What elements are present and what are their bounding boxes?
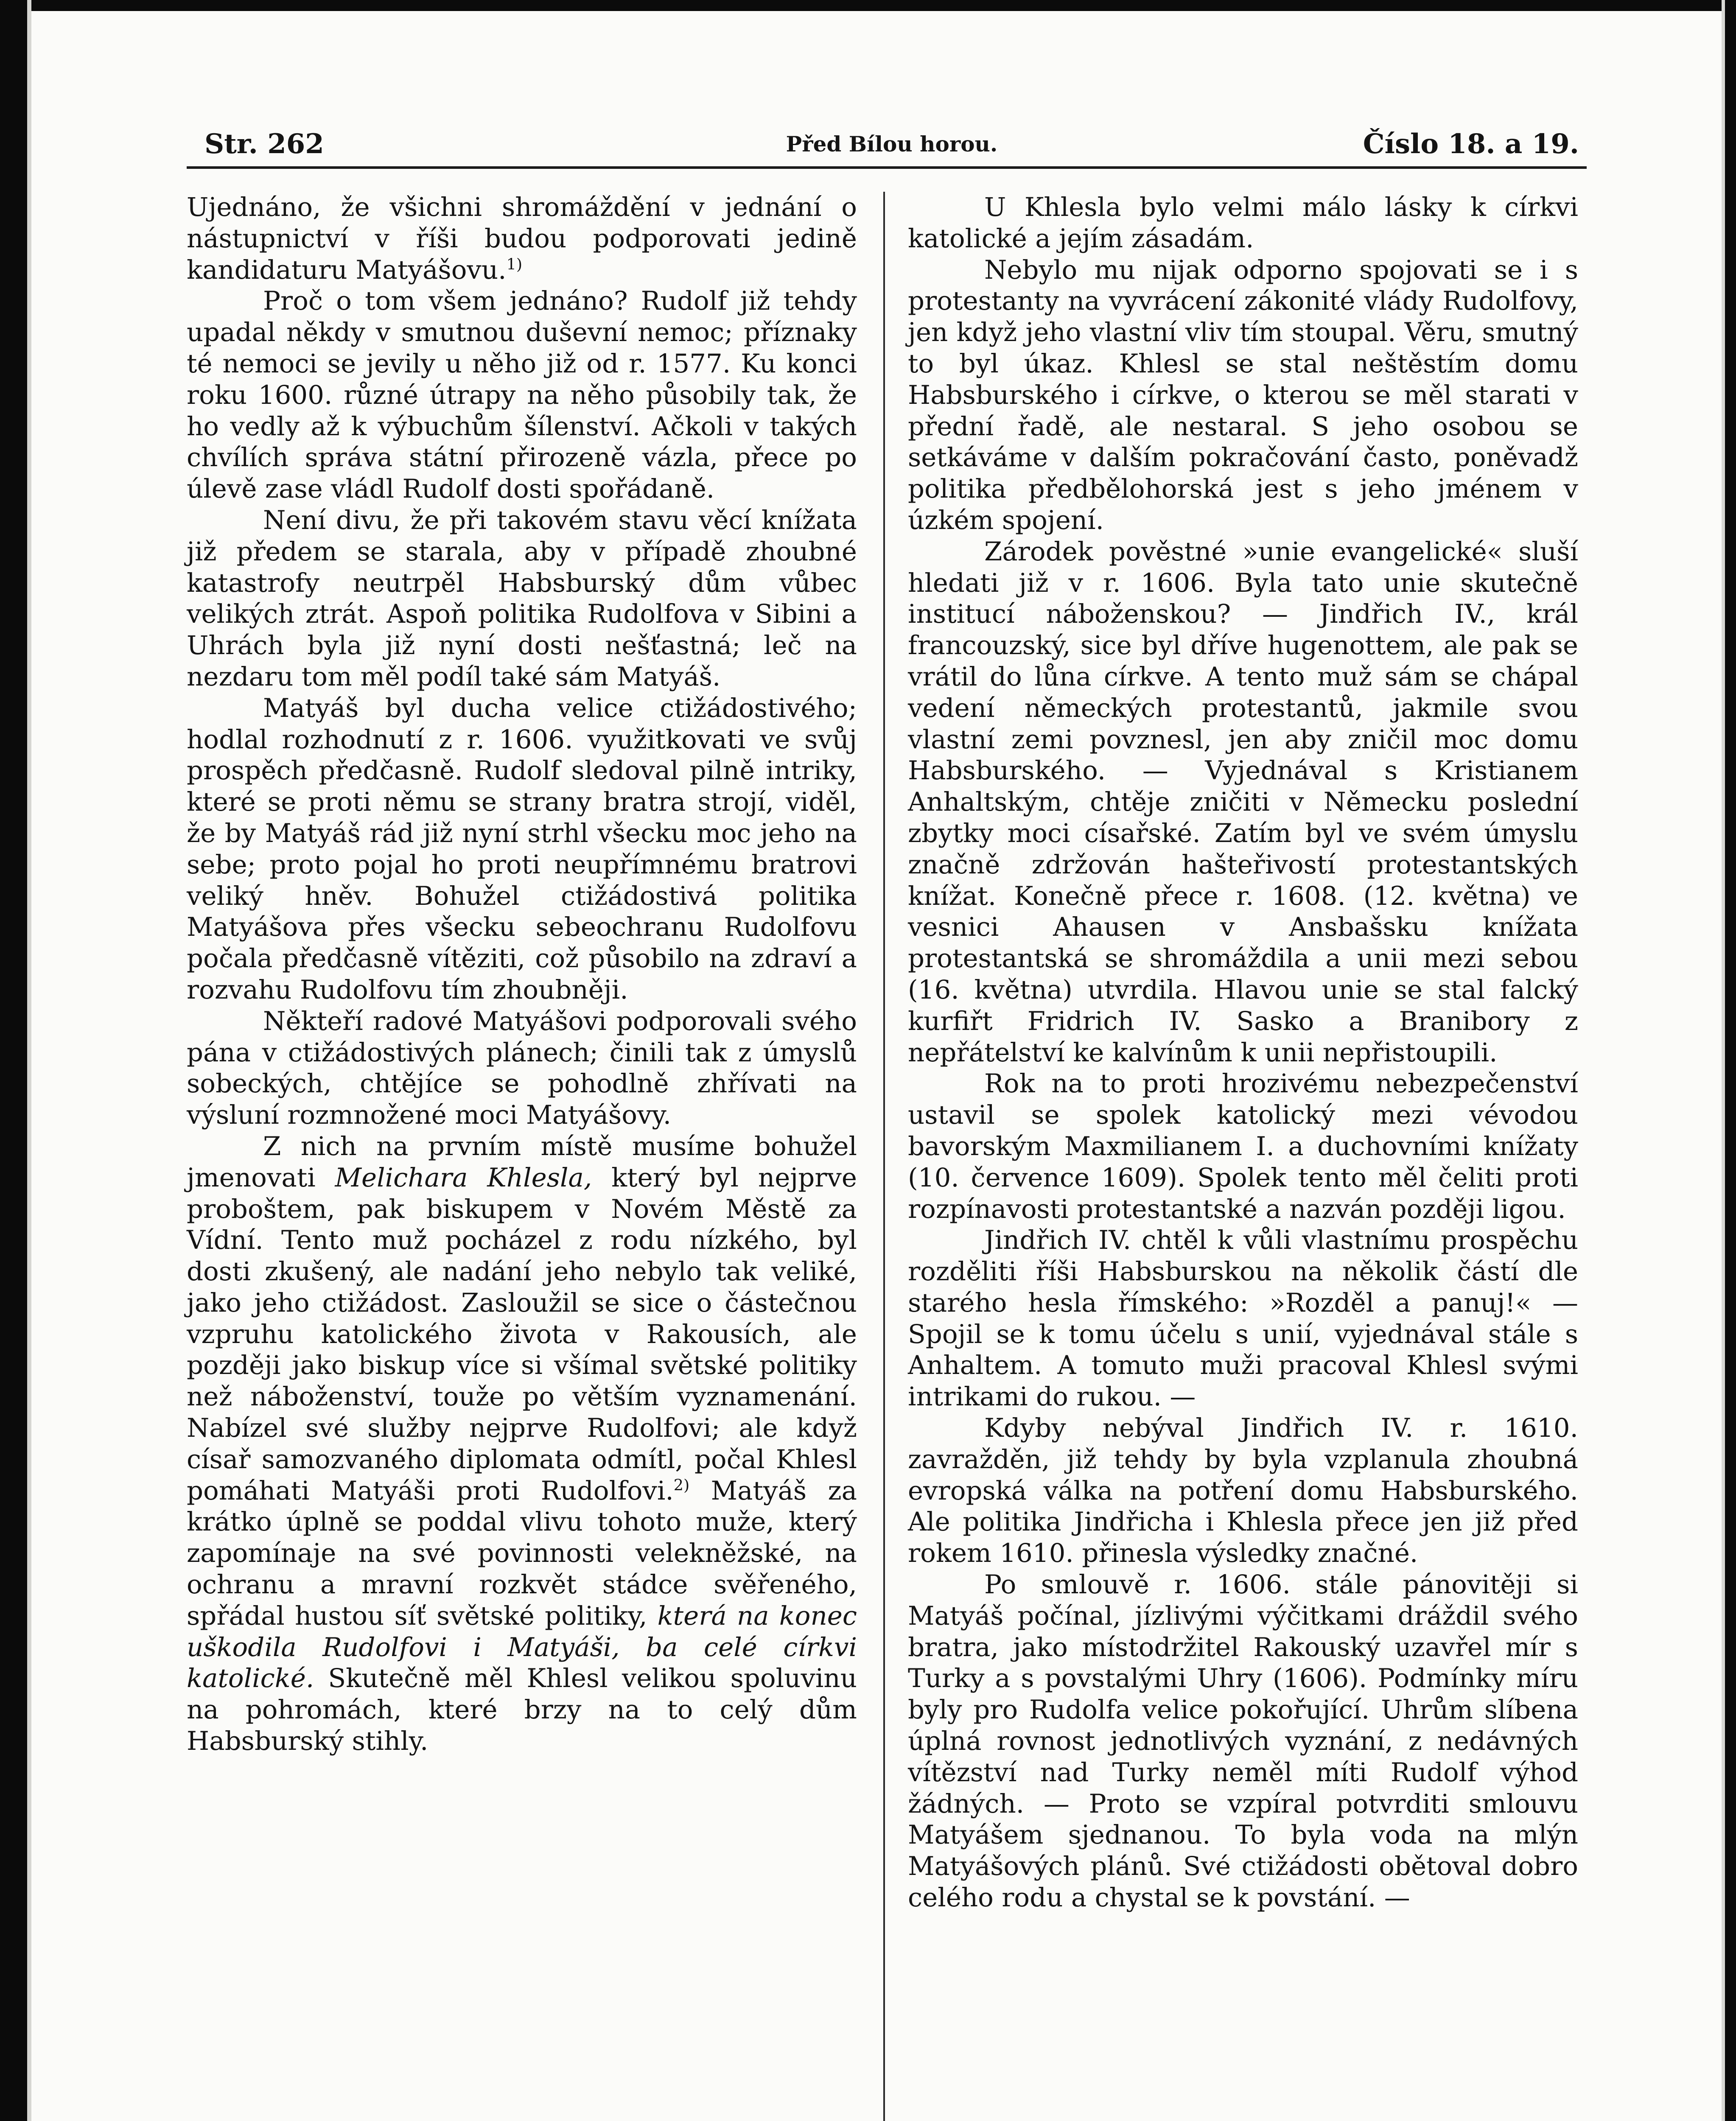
paragraph: Rok na to proti hrozivému nebezpečenství ustavil se spolek katolický mezi vévodou bavorským Maxmilianem I. a duchovními knížaty (10. července 1609). Spolek tento měl čeliti proti rozpínavosti protestantské a nazván později ligou.: [908, 1069, 1578, 1224]
paragraph: Jindřich IV. chtěl k vůli vlastnímu prospěchu rozděliti říši Habsburskou na několik částí dle starého hesla římského: »Rozděl a panuj!« — Spojil se k tomu účelu s unií, vyjednával stále s Anhaltem. A tomuto muži pracoval Khlesl svými intrikami do rukou. —: [908, 1225, 1578, 1412]
running-header: [204, 127, 1579, 161]
scan-border-top: [0, 0, 1736, 11]
paragraph: Kdyby nebýval Jindřich IV. r. 1610. zavražděn, již tehdy by byla vzplanula zhoubná evropská válka na potření domu Habsburského. Ale politika Jindřicha i Khlesla přece jen již před rokem 1610. přinesla výsledky značné.: [908, 1413, 1578, 1569]
paragraph: [187, 1131, 857, 1757]
paragraph: Někteří radové Matyášovi podporovali svého pána v ctižádostivých plánech; činili tak z úmyslů sobeckých, chtějíce se pohodlně zhřívati na výsluní rozmnožené moci Matyášovy.: [187, 1006, 857, 1130]
scan-border-left: [0, 0, 27, 2121]
emphasis-text: která na konec uškodila Rudolfovi i Matyáši, ba celé církvi katolické.: [187, 1601, 857, 1694]
page-number: Str. 262: [204, 128, 324, 160]
paragraph: Matyáš byl ducha velice ctižádostivého; hodlal rozhodnutí z r. 1606. využitkovati ve svůj prospěch předčasně. Rudolf sledoval pilně intriky, které se proti němu se strany bratra strojí, viděl, že by Matyáš rád již nyní strhl všecku moc jeho na sebe; proto pojal ho proti neupřímnému bratrovi veliký hněv. Bohužel ctižádostivá politika Matyášova přes všecku sebeochranu Rudolfovu počala předčasně vítěziti, což působilo na zdraví a rozvahu Rudolfovu tím zhoubněji.: [187, 693, 857, 1005]
right-column: [908, 192, 1578, 1914]
paragraph: Proč o tom všem jednáno? Rudolf již tehdy upadal někdy v smutnou duševní nemoc; příznaky té nemoci se jevily u něho již od r. 1577. Ku konci roku 1600. různé útrapy na něho působily tak, že ho vedly až k výbuchům šílenství. Ačkoli v takých chvílích správa státní přirozeně vázla, přece po úlevě zase vládl Rudolf dosti spořádaně.: [187, 286, 857, 504]
paragraph-text: Skutečně měl Khlesl velikou spoluvinu na pohromách, které brzy na to celý dům Habsburský stihly.: [187, 1663, 857, 1757]
issue-number: Číslo 18. a 19.: [1363, 128, 1579, 160]
paragraph: Není divu, že při takovém stavu věcí knížata již předem se starala, aby v případě zhoubné katastrofy neutrpěl Habsburský dům vůbec velikých ztrát. Aspoň politika Rudolfova v Sibini a Uhrách byla již nyní dosti nešťastná; leč na nezdaru tom měl podíl také sám Matyáš.: [187, 505, 857, 692]
page-edge-left: [27, 0, 31, 2121]
paragraph-text: Matyáš za krátko úplně se poddal vlivu tohoto muže, který zapomínaje na své povinnosti velekněžské, na ochranu a mravní rozkvět stádce svěřeného, spřádal hustou síť světské politiky,: [187, 1475, 857, 1631]
paragraph: Po smlouvě r. 1606. stále pánovitěji si Matyáš počínal, jízlivými výčitkami dráždil svého bratra, jako místodržitel Rakouský uzavřel mír s Turky a s povstalými Uhry (1606). Podmínky míru byly pro Rudolfa velice pokořující. Uhrům slíbena úplná rovnost jednotlivých vyznání, z nedávných vítězství nad Turky neměl míti Rudolf výhod žádných. — Proto se vzpíral potvrditi smlouvu Matyášem sjednanou. To byla voda na mlýn Matyášových plánů. Své ctižádosti obětoval dobro celého rodu a chystal se k povstání. —: [908, 1570, 1578, 1913]
footnote-ref: 2): [673, 1476, 690, 1494]
paragraph-text: Ujednáno, že všichni shromáždění v jednání o nástupnictví v říši budou podporovati jedině kandidaturu Matyášovu.: [187, 192, 857, 285]
person-name-emphasis: Melichara Khlesla,: [335, 1162, 592, 1193]
header-rule: [187, 166, 1587, 169]
paragraph: U Khlesla bylo velmi málo lásky k církvi katolické a jejím zásadám.: [908, 192, 1578, 254]
paragraph: Zárodek pověstné »unie evangelické« sluší hledati již v r. 1606. Byla tato unie skutečně institucí náboženskou? — Jindřich IV., král francouzský, sice byl dříve hugenottem, ale pak se vrátil do lůna církve. A tento muž sám se chápal vedení německých protestantů, jakmile svou vlastní zemi povznesl, jen aby zničil moc domu Habsburského. — Vyjednával s Kristianem Anhaltským, chtěje zničiti v Německu poslední zbytky moci císařské. Zatím byl ve svém úmyslu značně zdržován hašteřivostí protestantských knížat. Konečně přece r. 1608. (12. května) ve vesnici Ahausen v Ansbašsku knížata protestantská se shromáždila a unii mezi sebou (16. května) utvrdila. Hlavou unie se stal falcký kurfiřt Fridrich IV. Sasko a Branibory z nepřátelství ke kalvínům k unii nepřistoupili.: [908, 536, 1578, 1068]
paragraph: [187, 192, 857, 285]
page-edge-right: [1722, 0, 1725, 2121]
running-title: Před Bílou horou.: [786, 132, 998, 157]
paragraph-text: který byl nejprve proboštem, pak biskupem v Novém Městě za Vídní. Tento muž pocházel z rodu nízkého, byl dosti zkušený, ale nadání jeho nebylo tak veliké, jako jeho ctižádost. Zasloužil se sice o částečnou vzpruhu katolického života v Rakousích, ale později jako biskup více si všímal světské politiky než náboženství, touže po větším vyznamenání. Nabízel své služby nejprve Rudolfovi; ale když císař samozvaného diplomata odmítl, počal Khlesl pomáhati Matyáši proti Rudolfovi.: [187, 1162, 857, 1506]
scan-border-right: [1725, 0, 1736, 2121]
footnote-ref: 1): [506, 255, 523, 274]
left-column: [187, 192, 857, 1757]
paragraph: Nebylo mu nijak odporno spojovati se i s protestanty na vyvrácení zákonité vlády Rudolfovy, jen když jeho vlastní vliv tím stoupal. Věru, smutný to byl úkaz. Khlesl se stal neštěstím domu Habsburského i církve, o kterou se měl starati v přední řadě, ale nestaral. S jeho osobou se setkáváme v dalším pokračování často, poněvadž politika předbělohorská jest s jeho jménem v úzkém spojení.: [908, 255, 1578, 535]
paragraph-text: Z nich na prvním místě musíme bohužel jmenovati: [187, 1131, 857, 1193]
column-divider: [883, 192, 885, 2121]
